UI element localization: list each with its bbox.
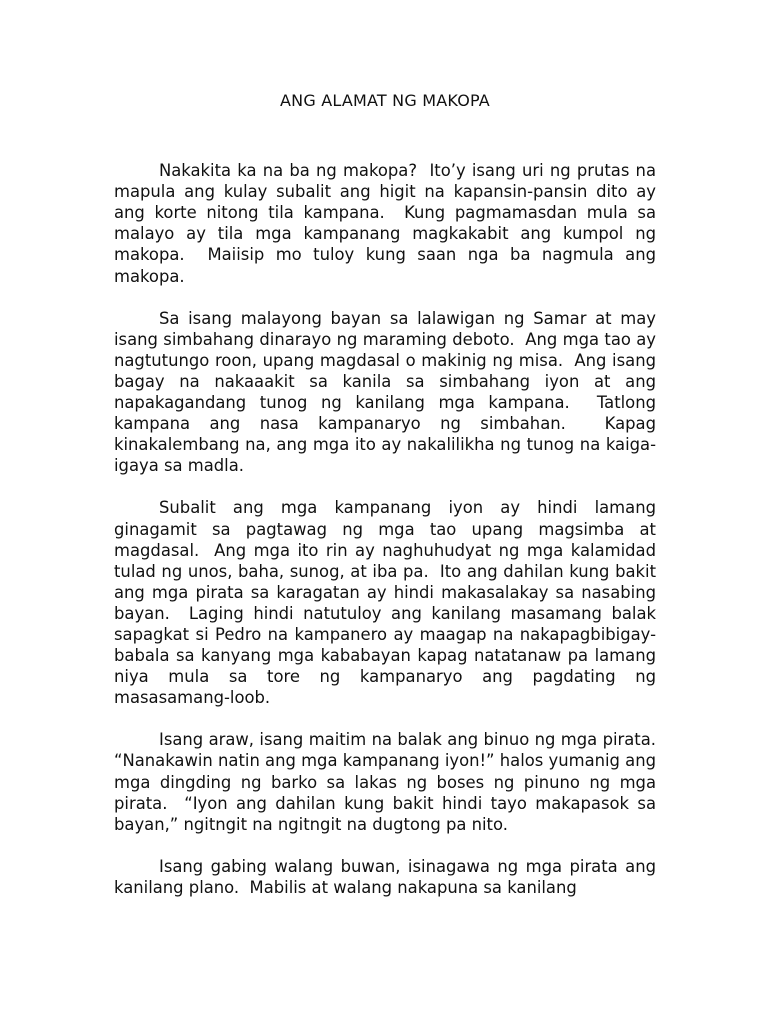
paragraph-1: Nakakita ka na ba ng makopa? Ito’y isang uri ng prutas na mapula ang kulay subalit ang higit na kapansin-pansin dito ay ang korte nitong tila kampana. Kung pagmamasdan mula sa malayo ay tila mga kampanang magkakabit ang kumpol ng makopa. Maiisip mo tuloy kung saan nga ba nagmula ang makopa. [114,161,662,286]
paragraph-2: Sa isang malayong bayan sa lalawigan ng Samar at may isang simbahang dinarayo ng maraming deboto. Ang mga tao ay nagtutungo roon, upang magdasal o makinig ng misa. Ang isang bagay na nakaaakit sa kanila sa simbahang iyon at ang napakagandang tunog ng kanilang mga kampana. Tatlong kampana ang nasa kampanaryo ng simbahan. Kapag kinakalembang na, ang mga ito ay nakalilikha ng tunog na kaiga-igaya sa madla. [114,308,662,476]
paragraph-4: Isang araw, isang maitim na balak ang binuo ng mga pirata. “Nanakawin natin ang mga kampanang iyon!” halos yumanig ang mga dingding ng barko sa lakas ng boses ng pinuno ng mga pirata. “Iyon ang dahilan kung bakit hindi tayo makapasok sa bayan,” ngitngit na ngitngit na dugtong pa nito. [114,730,667,834]
document-page [114,90,667,919]
paragraph-3: Subalit ang mga kampanang iyon ay hindi lamang ginagamit sa pagtawag ng mga tao upang magsimba at magdasal. Ang mga ito rin ay naghuhudyat ng mga kalamidad tulad ng unos, baha, sunog, at iba pa. Ito ang dahilan kung bakit ang mga pirata sa karagatan ay hindi makasalakay sa nasabing bayan. Laging hindi natutuloy ang kanilang masamang balak sapagkat si Pedro na kampanero ay maagap na nakapagbibigay-babala sa kanyang mga kababayan kapag natatanaw pa lamang niya mula sa tore ng kampanaryo ang pagdating ng masasamang-loob. [114,498,662,708]
document-title: ANG ALAMAT NG MAKOPA [280,91,490,110]
paragraph-5: Isang gabing walang buwan, isinagawa ng mga pirata ang kanilang plano. Mabilis at walang nakapuna sa kanilang [114,856,662,897]
